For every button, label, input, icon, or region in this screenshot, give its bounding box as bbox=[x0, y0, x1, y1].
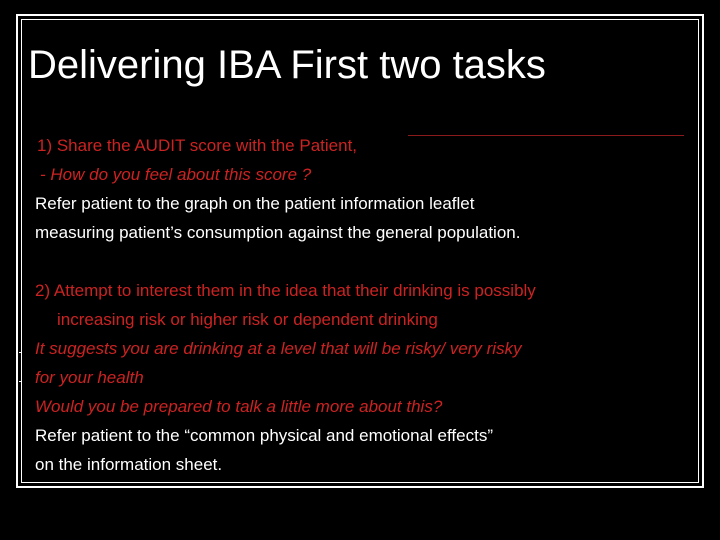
task1-line2: measuring patient’s consumption against the general population. bbox=[35, 223, 521, 242]
paragraph-spacer bbox=[35, 247, 685, 276]
slide-title: Delivering IBA First two tasks bbox=[28, 43, 546, 87]
task2-suggestion-line2: for your health bbox=[35, 368, 144, 387]
task2-heading: 2) Attempt to interest them in the idea that their drinking is possibly bbox=[35, 281, 536, 300]
slide-body bbox=[35, 131, 685, 479]
task1-line1: Refer patient to the graph on the patient information leaflet bbox=[35, 194, 475, 213]
task1-heading: 1) Share the AUDIT score with the Patient, bbox=[37, 136, 358, 155]
bullet-dash-mark bbox=[19, 352, 22, 353]
task1-question: - How do you feel about this score ? bbox=[40, 165, 312, 184]
task2-question: Would you be prepared to talk a little more about this? bbox=[35, 397, 443, 416]
task2-line1: Refer patient to the “common physical and emotional effects” bbox=[35, 426, 493, 445]
task2-heading-continued: increasing risk or higher risk or dependent drinking bbox=[57, 310, 438, 329]
bullet-dash-mark bbox=[19, 381, 22, 382]
task2-line2: on the information sheet. bbox=[35, 455, 223, 474]
task2-suggestion-line1: It suggests you are drinking at a level that will be risky/ very risky bbox=[35, 339, 522, 358]
